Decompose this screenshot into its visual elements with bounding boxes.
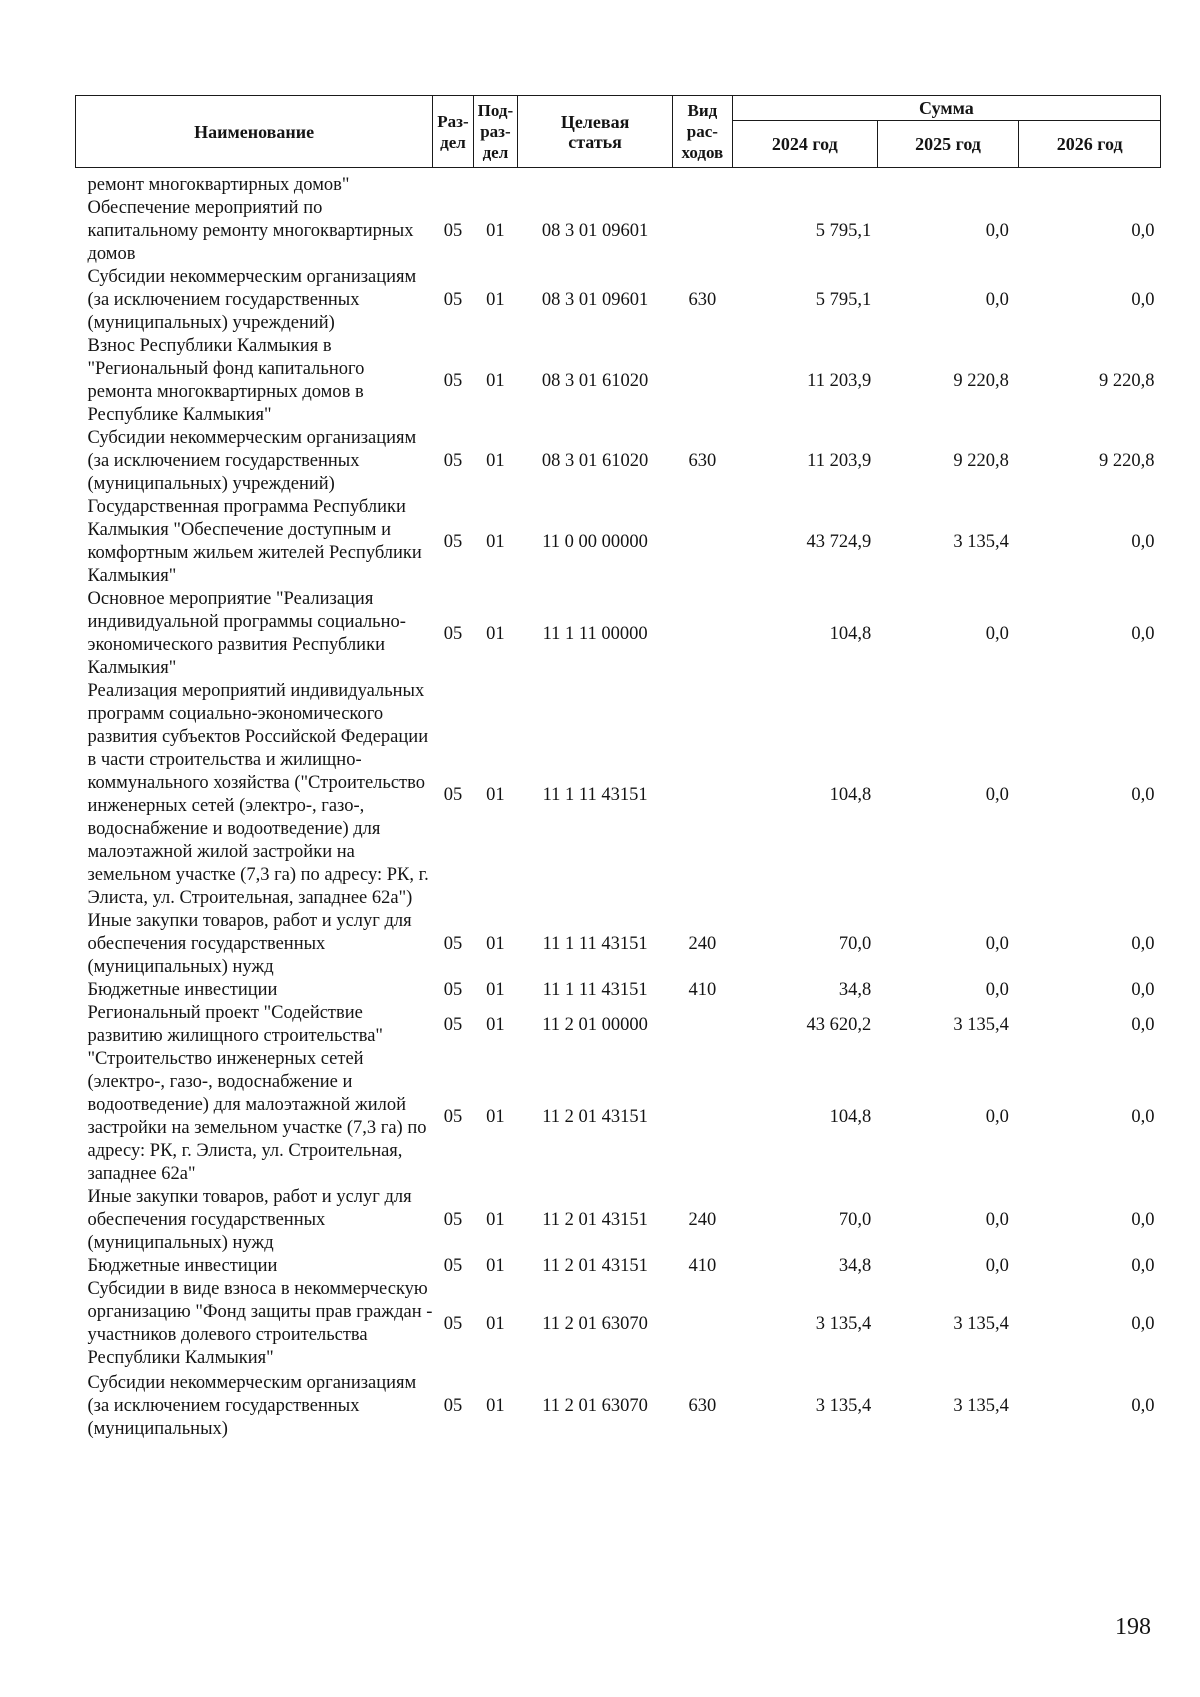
row-vid-raskhodov: 630 xyxy=(688,451,717,471)
row-amount-2024: 11 203,9 xyxy=(807,451,872,471)
row-razdel: 05 xyxy=(443,531,463,552)
row-amount-2026: 0,0 xyxy=(1131,1210,1155,1230)
row-amount-2025: 0,0 xyxy=(985,784,1009,805)
table-row xyxy=(76,335,1161,427)
row-podrazdel: 01 xyxy=(486,980,505,1000)
table-row xyxy=(76,266,1161,335)
row-vid-raskhodov: 630 xyxy=(688,290,717,310)
row-amount-2025: 3 135,4 xyxy=(953,1014,1009,1035)
row-amount-2026: 9 220,8 xyxy=(1099,451,1155,471)
row-vid-raskhodov xyxy=(672,197,732,266)
row-podrazdel: 01 xyxy=(486,531,505,552)
row-amount-2026: 0,0 xyxy=(1131,980,1155,1000)
row-amount-2025: 0,0 xyxy=(985,1106,1009,1127)
row-vid-raskhodov xyxy=(672,496,732,588)
header-razdel: Раз- дел xyxy=(433,96,473,168)
row-name: Основное мероприятие "Реализация индивидуальной программы социально-экономического развития Республики Калмыкия" xyxy=(87,589,406,678)
header-tselevaya-statya: Целевая статья xyxy=(518,96,673,168)
row-podrazdel: 01 xyxy=(486,1256,505,1276)
table-row xyxy=(76,680,1161,910)
table-row xyxy=(76,197,1161,266)
row-name: Иные закупки товаров, работ и услуг для обеспечения государственных (муниципальных) нужд xyxy=(87,911,412,977)
row-podrazdel: 01 xyxy=(486,290,505,310)
row-tselevaya-statya: 11 2 01 43151 xyxy=(542,1106,648,1127)
row-amount-2026: 0,0 xyxy=(1131,290,1155,310)
row-amount-2026: 0,0 xyxy=(1131,1014,1155,1035)
row-podrazdel: 01 xyxy=(486,1313,505,1334)
row-name: Государственная программа Республики Калмыкия "Обеспечение доступным и комфортным жильем жителей Республики Калмыкия" xyxy=(87,497,422,586)
row-name: Реализация мероприятий индивидуальных программ социально-экономического развития субъектов Российской Федерации в части строительства и жилищно-коммунального хозяйства ("Строительство инженерных сетей (электро-, газо-, водоснабжение и водоотведение) для малоэтажной жилой застройки на земельном участке (7,3 га) по адресу: РК, г. Элиста, ул. Строительная, западнее 62а") xyxy=(87,681,429,908)
row-podrazdel: 01 xyxy=(486,221,505,241)
table-row xyxy=(76,1278,1161,1370)
row-podrazdel: 01 xyxy=(486,1210,505,1230)
row-tselevaya-statya: 11 2 01 43151 xyxy=(542,1210,648,1230)
row-tselevaya-statya: 11 2 01 43151 xyxy=(542,1256,648,1276)
table-row xyxy=(76,168,1161,198)
row-amount-2024 xyxy=(732,168,877,198)
row-amount-2026: 0,0 xyxy=(1131,1256,1155,1276)
row-amount-2026: 0,0 xyxy=(1131,784,1155,805)
row-amount-2024: 3 135,4 xyxy=(815,1396,872,1416)
row-amount-2025: 3 135,4 xyxy=(953,1313,1009,1334)
header-name: Наименование xyxy=(76,96,433,168)
row-tselevaya-statya: 08 3 01 09601 xyxy=(541,221,649,241)
row-amount-2024: 43 724,9 xyxy=(806,531,872,552)
row-name: Субсидии некоммерческим организациям (за исключением государственных (муниципальных) учреждений) xyxy=(87,428,417,494)
row-amount-2024: 104,8 xyxy=(829,784,872,805)
row-name: Взнос Республики Калмыкия в "Региональный фонд капитального ремонта многоквартирных домов в Республике Калмыкия" xyxy=(87,336,365,425)
row-amount-2025: 0,0 xyxy=(985,1256,1009,1276)
row-razdel: 05 xyxy=(443,623,463,644)
row-tselevaya-statya xyxy=(518,168,673,198)
row-vid-raskhodov: 630 xyxy=(688,1396,717,1416)
row-razdel: 05 xyxy=(443,784,463,805)
row-amount-2024: 43 620,2 xyxy=(806,1014,872,1035)
row-amount-2024: 5 795,1 xyxy=(815,290,872,310)
row-tselevaya-statya: 11 1 11 43151 xyxy=(542,934,648,954)
row-podrazdel: 01 xyxy=(486,1396,505,1416)
row-tselevaya-statya: 11 2 01 63070 xyxy=(542,1313,648,1334)
row-amount-2024: 104,8 xyxy=(829,1106,872,1127)
row-vid-raskhodov xyxy=(672,588,732,680)
row-razdel: 05 xyxy=(443,451,463,471)
row-amount-2025: 0,0 xyxy=(985,221,1009,241)
table-row xyxy=(76,910,1161,979)
row-amount-2025: 0,0 xyxy=(985,980,1009,1000)
row-amount-2024: 3 135,4 xyxy=(815,1313,872,1334)
table-row xyxy=(76,1002,1161,1048)
row-amount-2025: 9 220,8 xyxy=(953,370,1009,391)
header-vid-raskhodov: Вид рас- ходов xyxy=(672,96,732,168)
row-amount-2024: 70,0 xyxy=(838,1210,872,1230)
table-row xyxy=(76,1255,1161,1278)
row-amount-2025: 3 135,4 xyxy=(953,531,1009,552)
row-amount-2025: 3 135,4 xyxy=(953,1396,1009,1416)
row-amount-2024: 34,8 xyxy=(838,980,872,1000)
row-tselevaya-statya: 08 3 01 61020 xyxy=(541,370,649,391)
row-amount-2026: 0,0 xyxy=(1131,623,1155,644)
row-razdel: 05 xyxy=(443,1313,463,1334)
row-tselevaya-statya: 11 2 01 00000 xyxy=(542,1014,648,1035)
budget-table xyxy=(75,95,1161,1441)
row-amount-2025: 0,0 xyxy=(985,623,1009,644)
row-name: ремонт многоквартирных домов" xyxy=(87,175,350,195)
table-row xyxy=(76,427,1161,496)
row-razdel: 05 xyxy=(443,1396,463,1416)
row-amount-2025: 0,0 xyxy=(985,934,1009,954)
row-amount-2024: 11 203,9 xyxy=(807,370,872,391)
table-row xyxy=(76,979,1161,1002)
header-podrazdel: Под- раз- дел xyxy=(473,96,518,168)
row-amount-2025 xyxy=(877,168,1019,198)
row-podrazdel: 01 xyxy=(486,370,505,391)
row-amount-2024: 104,8 xyxy=(829,623,872,644)
row-podrazdel xyxy=(473,168,518,198)
row-amount-2025: 0,0 xyxy=(985,290,1009,310)
row-name: "Строительство инженерных сетей (электро-, газо-, водоснабжение и водоотведение) для малоэтажной жилой застройки на земельном участке (7,3 га) по адресу: РК, г. Элиста, ул. Строительная, западнее 62а" xyxy=(87,1049,427,1184)
row-name: Региональный проект "Содействие развитию жилищного строительства" xyxy=(87,1003,383,1046)
row-amount-2024: 34,8 xyxy=(838,1256,872,1276)
row-tselevaya-statya: 11 0 00 00000 xyxy=(542,531,648,552)
row-razdel: 05 xyxy=(443,370,463,391)
row-tselevaya-statya: 08 3 01 61020 xyxy=(541,451,649,471)
row-amount-2026: 0,0 xyxy=(1131,1313,1155,1334)
table-row xyxy=(76,588,1161,680)
row-vid-raskhodov: 240 xyxy=(688,934,717,954)
header-year-2024: 2024 год xyxy=(732,121,877,168)
row-amount-2024: 5 795,1 xyxy=(815,221,872,241)
row-podrazdel: 01 xyxy=(486,784,505,805)
row-tselevaya-statya: 11 2 01 63070 xyxy=(542,1396,648,1416)
row-vid-raskhodov xyxy=(672,680,732,910)
header-year-2025: 2025 год xyxy=(877,121,1019,168)
row-name: Субсидии некоммерческим организациям (за исключением государственных (муниципальных) учреждений) xyxy=(87,267,417,333)
row-name: Субсидии некоммерческим организациям (за исключением государственных (муниципальных) xyxy=(87,1373,417,1439)
row-podrazdel: 01 xyxy=(486,934,505,954)
row-vid-raskhodov xyxy=(672,1278,732,1370)
table-row xyxy=(76,1048,1161,1186)
row-podrazdel: 01 xyxy=(486,1106,505,1127)
row-razdel: 05 xyxy=(443,980,463,1000)
row-tselevaya-statya: 11 1 11 00000 xyxy=(542,623,648,644)
row-name: Субсидии в виде взноса в некоммерческую организацию "Фонд защиты прав граждан - участников долевого строительства Республики Калмыкия" xyxy=(87,1279,433,1368)
budget-table-body xyxy=(76,168,1161,1442)
row-amount-2026: 0,0 xyxy=(1131,1106,1155,1127)
row-amount-2026: 0,0 xyxy=(1131,531,1155,552)
row-amount-2026: 0,0 xyxy=(1131,934,1155,954)
row-razdel: 05 xyxy=(443,1106,463,1127)
row-amount-2026: 0,0 xyxy=(1131,1396,1155,1416)
row-name: Иные закупки товаров, работ и услуг для обеспечения государственных (муниципальных) нужд xyxy=(87,1187,412,1253)
header-year-2026: 2026 год xyxy=(1019,121,1161,168)
page-number: 198 xyxy=(1115,1614,1151,1640)
header-summa: Сумма xyxy=(732,96,1160,121)
row-vid-raskhodov xyxy=(672,1002,732,1048)
row-amount-2026: 0,0 xyxy=(1131,221,1155,241)
row-razdel: 05 xyxy=(443,1210,463,1230)
budget-table-sheet xyxy=(75,95,1161,1441)
row-amount-2025: 0,0 xyxy=(985,1210,1009,1230)
row-vid-raskhodov: 240 xyxy=(688,1210,717,1230)
row-tselevaya-statya: 08 3 01 09601 xyxy=(541,290,649,310)
row-razdel: 05 xyxy=(443,1014,463,1035)
row-podrazdel: 01 xyxy=(486,623,505,644)
row-vid-raskhodov: 410 xyxy=(688,1256,717,1276)
table-row xyxy=(76,1186,1161,1255)
row-tselevaya-statya: 11 1 11 43151 xyxy=(542,980,648,1000)
row-razdel: 05 xyxy=(443,290,463,310)
row-razdel: 05 xyxy=(443,221,463,241)
row-podrazdel: 01 xyxy=(486,1014,505,1035)
row-podrazdel: 01 xyxy=(486,451,505,471)
row-vid-raskhodov xyxy=(672,168,732,198)
row-vid-raskhodov: 410 xyxy=(688,980,717,1000)
row-tselevaya-statya: 11 1 11 43151 xyxy=(542,784,648,805)
table-row xyxy=(76,496,1161,588)
row-vid-raskhodov xyxy=(672,1048,732,1186)
row-name: Обеспечение мероприятий по капитальному ремонту многоквартирных домов xyxy=(87,198,414,264)
row-razdel: 05 xyxy=(443,934,463,954)
row-vid-raskhodov xyxy=(672,335,732,427)
row-razdel xyxy=(433,168,473,198)
row-name: Бюджетные инвестиции xyxy=(87,1256,278,1276)
row-amount-2025: 9 220,8 xyxy=(953,451,1009,471)
row-amount-2024: 70,0 xyxy=(838,934,872,954)
row-amount-2026 xyxy=(1019,168,1161,198)
row-name: Бюджетные инвестиции xyxy=(87,980,278,1000)
table-row xyxy=(76,1370,1161,1441)
row-amount-2026: 9 220,8 xyxy=(1099,370,1155,391)
row-razdel: 05 xyxy=(443,1256,463,1276)
